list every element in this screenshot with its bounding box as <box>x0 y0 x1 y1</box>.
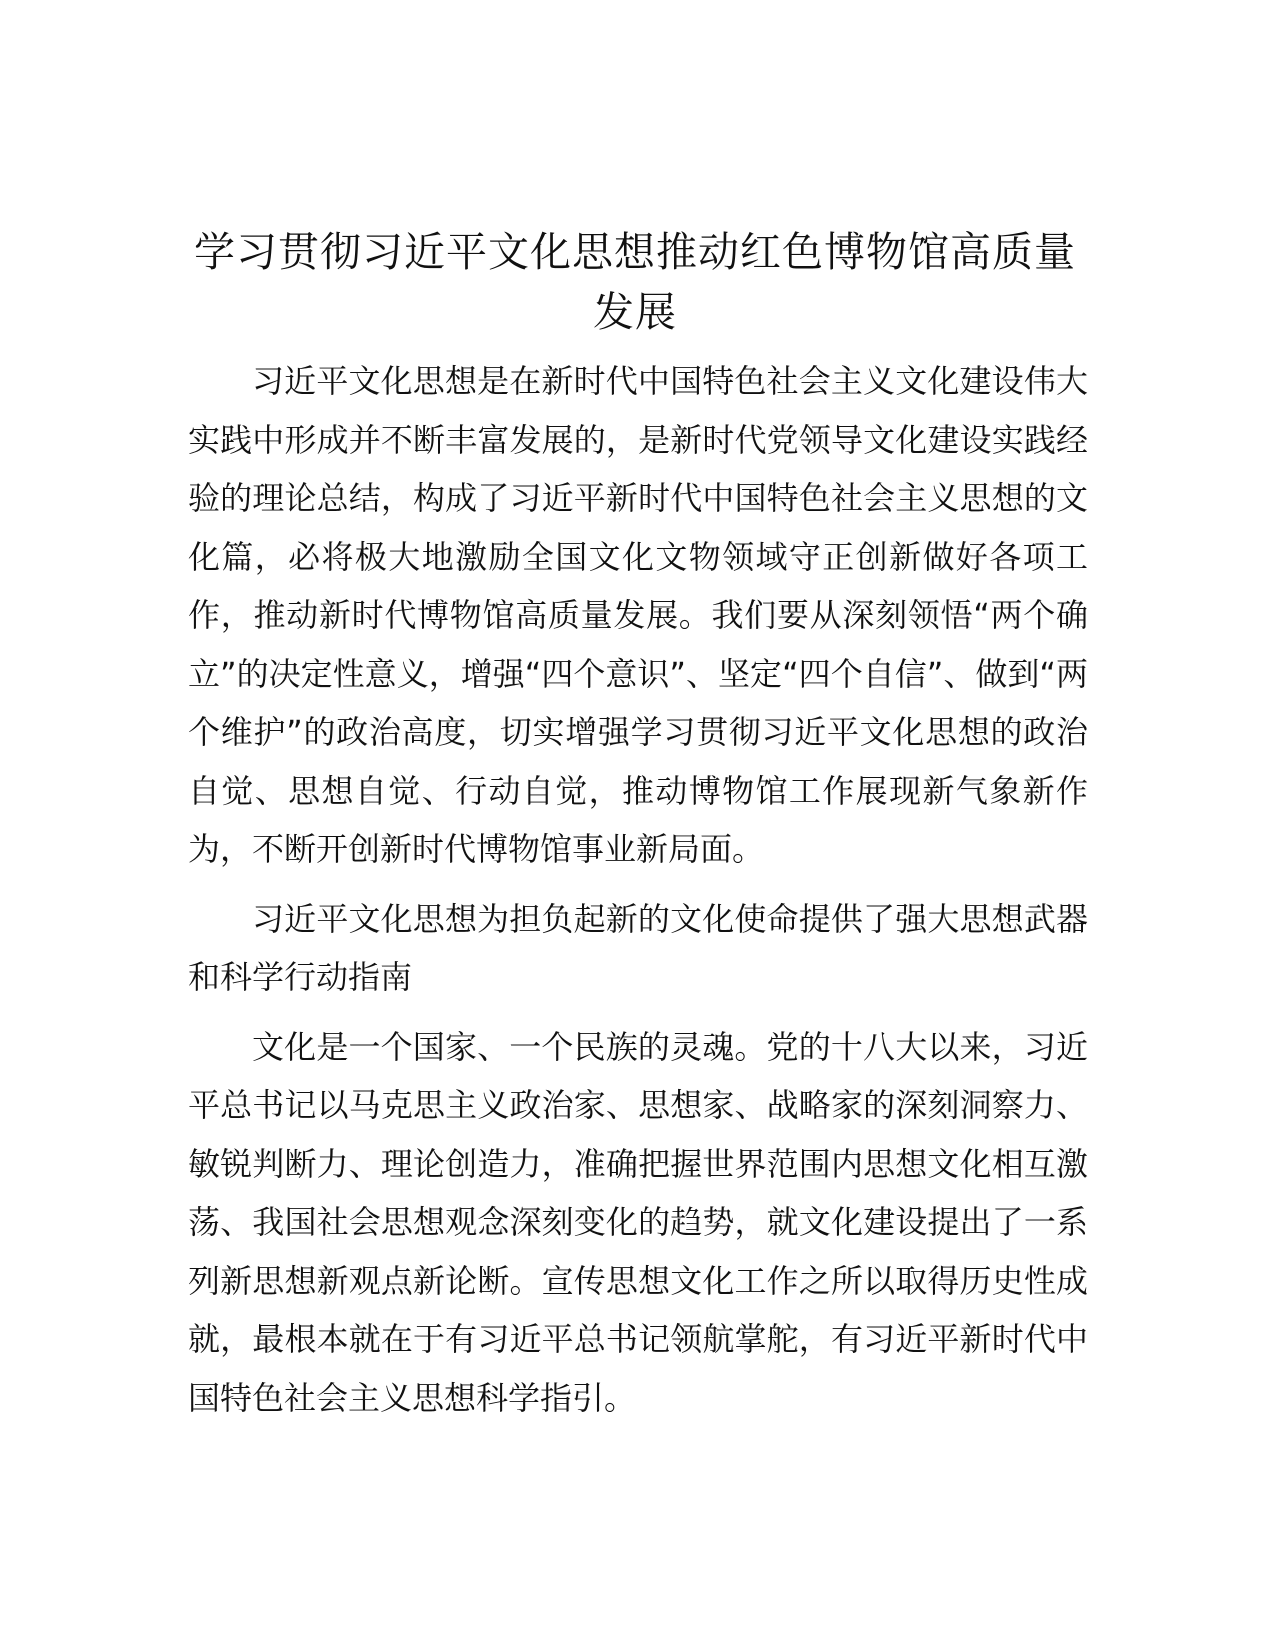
paragraph-culture: 文化是一个国家、一个民族的灵魂。党的十八大以来，习近平总书记以马克思主义政治家、思想家、战略家的深刻洞察力、敏锐判断力、理论创造力，准确把握世界范围内思想文化相互激荡、我国社会思想观念深刻变化的趋势，就文化建设提出了一系列新思想新观点新论断。宣传思想文化工作之所以取得历史性成就，最根本就在于有习近平总书记领航掌舵，有习近平新时代中国特色社会主义思想科学指引。 <box>188 1027 1088 1417</box>
section-heading: 习近平文化思想为担负起新的文化使命提供了强大思想武器和科学行动指南 <box>188 899 1088 996</box>
paragraph-intro: 习近平文化思想是在新时代中国特色社会主义文化建设伟大实践中形成并不断丰富发展的，是新时代党领导文化建设实践经验的理论总结，构成了习近平新时代中国特色社会主义思想的文化篇，必将极大地激励全国文化文物领域守正创新做好各项工作，推动新时代博物馆高质量发展。我们要从深刻领悟“两个确立”的决定性意义，增强“四个意识”、坚定“四个自信”、做到“两个维护”的政治高度，切实增强学习贯彻习近平文化思想的政治自觉、思想自觉、行动自觉，推动博物馆工作展现新气象新作为，不断开创新时代博物馆事业新局面。 <box>188 362 1088 868</box>
document-title: 学习贯彻习近平文化思想推动红色博物馆高质量发展 <box>194 228 1076 336</box>
document-body <box>188 352 1088 1427</box>
